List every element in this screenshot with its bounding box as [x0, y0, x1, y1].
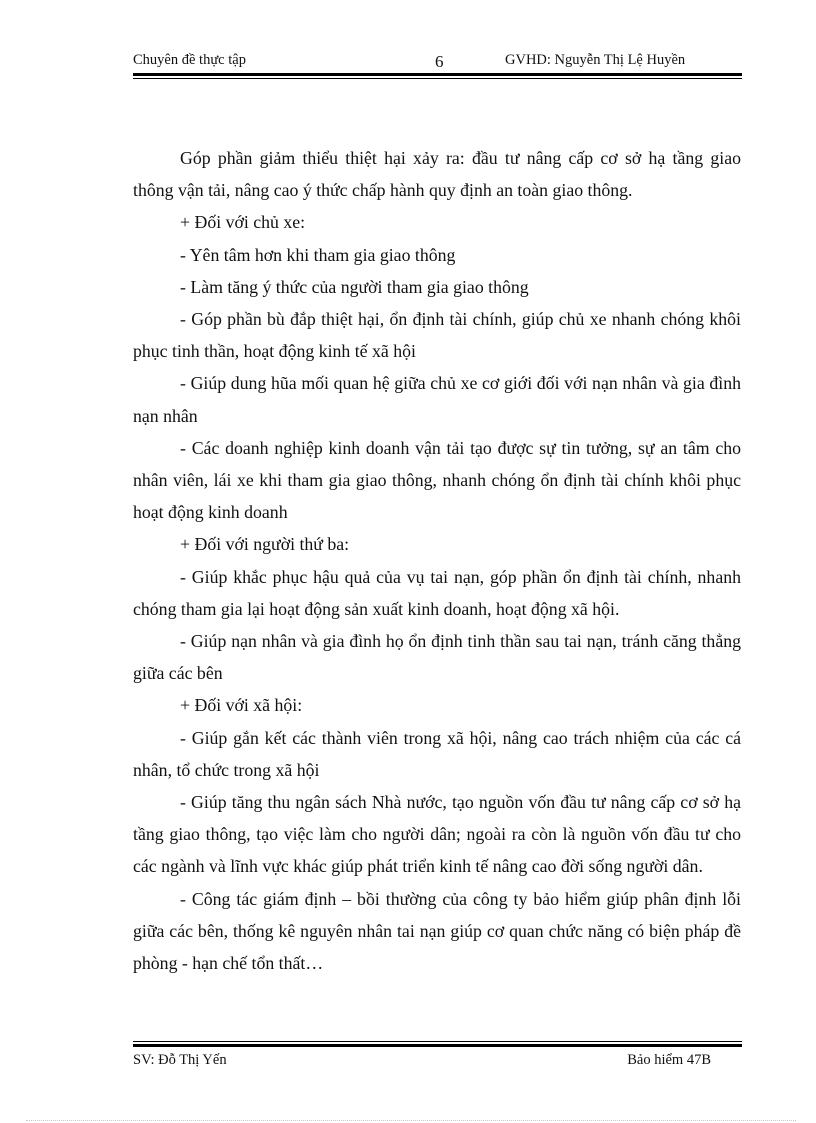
- paragraph: - Làm tăng ý thức của người tham gia giao thông: [180, 276, 529, 297]
- page-footer: [133, 1052, 741, 1072]
- page-header: [133, 52, 741, 72]
- page-edge-dotted-line: [26, 1120, 796, 1121]
- header-supervisor: GVHD: Nguyễn Thị Lệ Huyền: [505, 52, 686, 68]
- paragraph: - Các doanh nghiệp kinh doanh vận tải tạo được sự tin tưởng, sự an tâm cho nhân viên, lái xe khi tham gia giao thông, nhanh chóng ổn định tài chính khôi phục hoạt động kinh doanh: [133, 437, 741, 523]
- paragraph: + Đối với người thứ ba:: [180, 534, 350, 555]
- header-course-title: Chuyên đề thực tập: [133, 52, 246, 68]
- paragraph: - Góp phần bù đắp thiệt hại, ổn định tài chính, giúp chủ xe nhanh chóng khôi phục tinh thần, hoạt động kinh tế xã hội: [133, 309, 741, 362]
- paragraph: - Công tác giám định – bồi thường của công ty bảo hiểm giúp phân định lỗi giữa các bên, thống kê nguyên nhân tai nạn giúp cơ quan chức năng có biện pháp đề phòng - hạn chế tổn thất…: [133, 888, 741, 974]
- footer-student: SV: Đỗ Thị Yến: [133, 1052, 227, 1068]
- document-body: [133, 142, 741, 979]
- paragraph: - Giúp dung hũa mối quan hệ giữa chủ xe cơ giới đối với nạn nhân và gia đình nạn nhân: [133, 373, 741, 426]
- paragraph: - Yên tâm hơn khi tham gia giao thông: [180, 244, 456, 265]
- header-rule-thin: [133, 78, 742, 79]
- footer-rule-thick: [133, 1044, 742, 1047]
- footer-class: Bảo hiểm 47B: [627, 1052, 711, 1068]
- paragraph: - Giúp tăng thu ngân sách Nhà nước, tạo nguồn vốn đầu tư nâng cấp cơ sở hạ tầng giao thông, tạo việc làm cho người dân; ngoài ra còn là nguồn vốn đầu tư cho các ngành và lĩnh vực khác giúp phát triển kinh tế nâng cao đời sống người dân.: [133, 792, 741, 877]
- paragraph: - Giúp khắc phục hậu quả của vụ tai nạn, góp phần ổn định tài chính, nhanh chóng tham gia lại hoạt động sản xuất kinh doanh, hoạt động xã hội.: [133, 566, 741, 619]
- paragraph: + Đối với chủ xe:: [180, 212, 306, 233]
- paragraph: + Đối với xã hội:: [180, 695, 303, 716]
- paragraph: - Giúp nạn nhân và gia đình họ ổn định tinh thần sau tai nạn, tránh căng thẳng giữa các bên: [133, 631, 741, 684]
- footer-rule-thin: [133, 1041, 742, 1042]
- page-number: 6: [435, 52, 444, 71]
- header-rule-thick: [133, 73, 742, 76]
- paragraph: - Giúp gắn kết các thành viên trong xã hội, nâng cao trách nhiệm của các cá nhân, tổ chức trong xã hội: [133, 727, 741, 780]
- paragraph: Góp phần giảm thiểu thiệt hại xảy ra: đầu tư nâng cấp cơ sở hạ tầng giao thông vận tải, nâng cao ý thức chấp hành quy định an toàn giao thông.: [133, 148, 741, 201]
